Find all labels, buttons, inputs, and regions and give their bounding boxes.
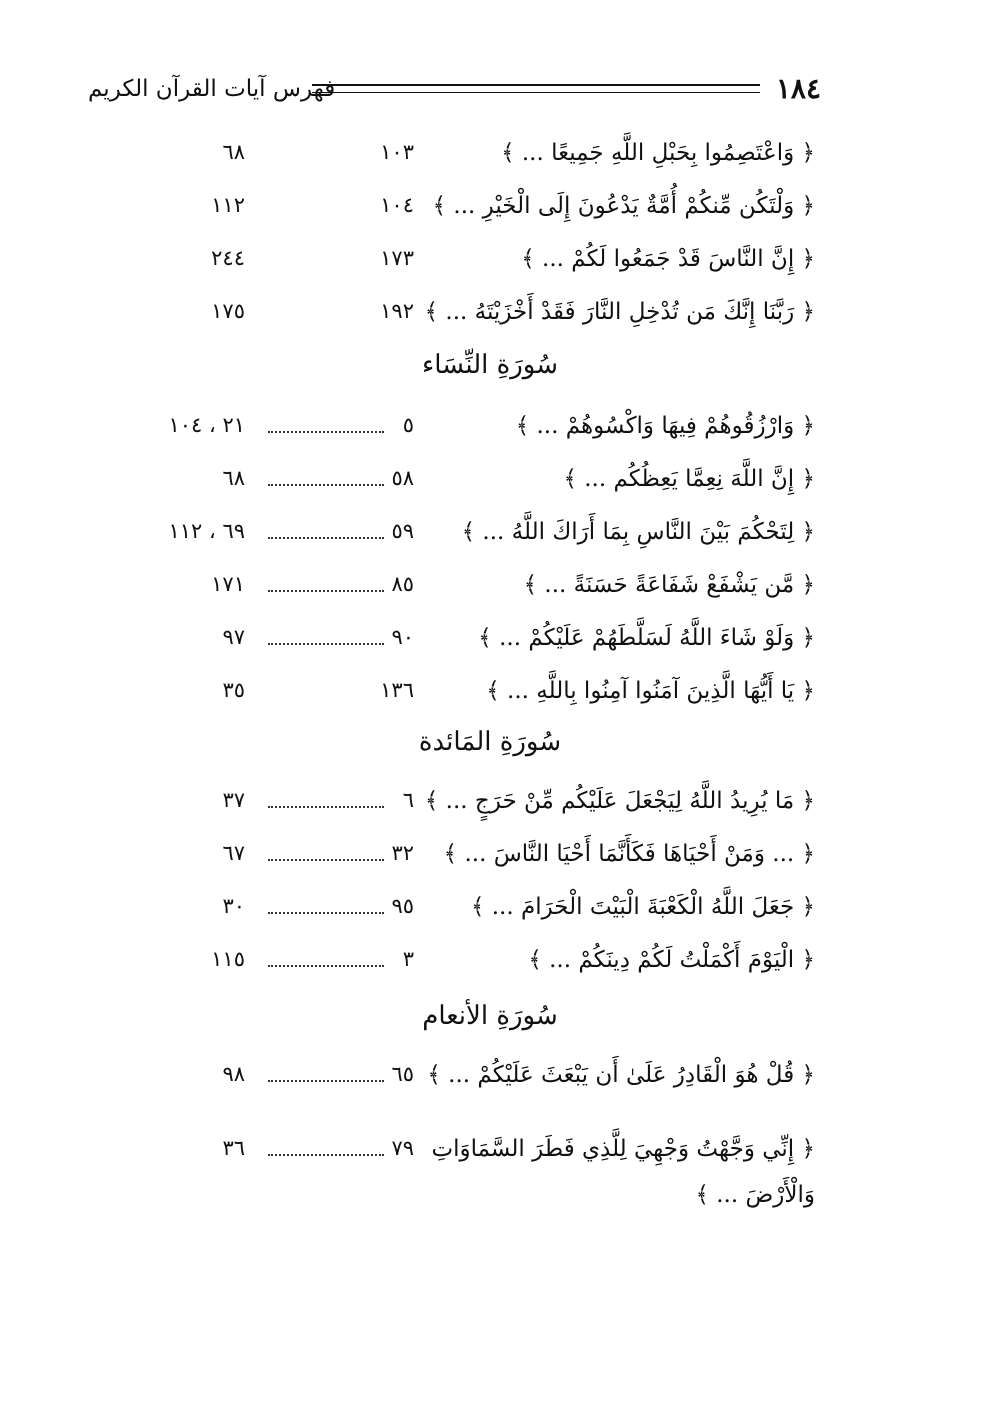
ayah-number: ٣٢ (391, 841, 414, 865)
verse-text-continuation: وَالْأَرْضَ ... ﴾ (695, 1182, 815, 1208)
ayah-number: ٩٥ (391, 894, 414, 918)
verse-text: ﴿ رَبَّنَا إِنَّكَ مَن تُدْخِلِ النَّارَ فَقَدْ أَخْزَيْتَهُ ... ﴾ (424, 299, 815, 325)
index-row (0, 1136, 985, 1208)
page-header (88, 70, 823, 110)
dotted-leader (268, 798, 384, 808)
verse-text: ﴿ إِنَّ النَّاسَ قَدْ جَمَعُوا لَكُمْ ... ﴾ (521, 246, 815, 272)
surah-heading: سُورَةِ الأنعام (422, 1001, 558, 1031)
dotted-leader (268, 529, 384, 539)
ayah-number: ١٧٣ (380, 246, 414, 270)
running-title: فهرس آيات القرآن الكريم (88, 76, 336, 102)
page-reference: ٣٦ (222, 1136, 245, 1160)
index-row (0, 678, 985, 722)
dotted-leader (268, 904, 384, 914)
verse-text: ﴿ جَعَلَ اللَّهُ الْكَعْبَةَ الْبَيْتَ الْحَرَامَ ... ﴾ (470, 894, 815, 920)
page-reference: ٣٥ (222, 678, 245, 702)
index-row (0, 788, 985, 832)
page-reference: ٢١ ، ١٠٤ (168, 413, 245, 437)
verse-text: ﴿ الْيَوْمَ أَكْمَلْتُ لَكُمْ دِينَكُمْ ... ﴾ (528, 947, 815, 973)
dotted-leader (268, 957, 384, 967)
header-double-rule (312, 84, 760, 93)
ayah-number: ١٠٤ (380, 193, 414, 217)
page-reference: ٦٩ ، ١١٢ (168, 519, 245, 543)
page-reference: ٩٨ (222, 1062, 245, 1086)
verse-text: ﴿ وَلَوْ شَاءَ اللَّهُ لَسَلَّطَهُمْ عَلَيْكُمْ ... ﴾ (478, 625, 815, 651)
index-row (0, 894, 985, 938)
page-reference: ٦٧ (222, 841, 245, 865)
index-row (0, 246, 985, 290)
verse-text: ﴿ مَا يُرِيدُ اللَّهُ لِيَجْعَلَ عَلَيْكُم مِّنْ حَرَجٍ ... ﴾ (424, 788, 815, 814)
ayah-number: ١٠٣ (380, 140, 414, 164)
verse-text: ﴿ وَاعْتَصِمُوا بِحَبْلِ اللَّهِ جَمِيعًا ... ﴾ (501, 140, 815, 166)
ayah-number: ٨٥ (391, 572, 414, 596)
index-row (0, 299, 985, 343)
page-number: ١٨٤ (775, 72, 821, 105)
ayah-number: ١٩٢ (380, 299, 414, 323)
page-reference: ٦٨ (222, 466, 245, 490)
index-row (0, 572, 985, 616)
ayah-number: ٥ (402, 413, 414, 437)
ayah-number: ٣ (402, 947, 414, 971)
index-row (0, 1062, 985, 1106)
verse-text: ﴿ وَلْتَكُن مِّنكُمْ أُمَّةٌ يَدْعُونَ إِلَى الْخَيْرِ ... ﴾ (432, 193, 815, 219)
index-row (0, 519, 985, 563)
page-reference: ٦٨ (222, 140, 245, 164)
ayah-number: ٥٨ (391, 466, 414, 490)
ayah-number: ٦٥ (391, 1062, 414, 1086)
page-reference: ١٧٥ (211, 299, 245, 323)
surah-heading: سُورَةِ النِّسَاء (422, 350, 558, 380)
page-reference: ٢٤٤ (211, 246, 245, 270)
dotted-leader (268, 1146, 384, 1156)
ayah-number: ٦ (402, 788, 414, 812)
verse-text: ﴿ لِتَحْكُمَ بَيْنَ النَّاسِ بِمَا أَرَاكَ اللَّهُ ... ﴾ (461, 519, 815, 545)
index-row (0, 413, 985, 457)
page-reference: ١١٢ (211, 193, 245, 217)
index-row (0, 466, 985, 510)
dotted-leader (268, 476, 384, 486)
ayah-number: ٥٩ (391, 519, 414, 543)
page-reference: ١٧١ (211, 572, 245, 596)
verse-text: ﴿ مَّن يَشْفَعْ شَفَاعَةً حَسَنَةً ... ﴾ (523, 572, 815, 598)
surah-heading: سُورَةِ المَائدة (418, 727, 562, 757)
index-row (0, 841, 985, 885)
verse-text: ﴿ وَارْزُقُوهُمْ فِيهَا وَاكْسُوهُمْ ... ﴾ (515, 413, 815, 439)
index-row (0, 947, 985, 991)
dotted-leader (268, 1072, 384, 1082)
index-row (0, 625, 985, 669)
verse-text: ﴿ قُلْ هُوَ الْقَادِرُ عَلَىٰ أَن يَبْعَثَ عَلَيْكُمْ ... ﴾ (427, 1062, 815, 1088)
dotted-leader (268, 423, 384, 433)
index-row (0, 193, 985, 237)
page-reference: ٣٠ (222, 894, 245, 918)
verse-text: ﴿ إِنِّي وَجَّهْتُ وَجْهِيَ لِلَّذِي فَطَرَ السَّمَاوَاتِ (431, 1136, 815, 1162)
page-reference: ١١٥ (211, 947, 245, 971)
ayah-number: ٧٩ (391, 1136, 414, 1160)
verse-text: ﴿ يَا أَيُّهَا الَّذِينَ آمَنُوا آمِنُوا بِاللَّهِ ... ﴾ (486, 678, 815, 704)
dotted-leader (268, 851, 384, 861)
index-row (0, 140, 985, 184)
dotted-leader (268, 582, 384, 592)
verse-text: ﴿ ... وَمَنْ أَحْيَاهَا فَكَأَنَّمَا أَحْيَا النَّاسَ ... ﴾ (443, 841, 815, 867)
page-reference: ٣٧ (222, 788, 245, 812)
ayah-number: ٩٠ (391, 625, 414, 649)
verse-text: ﴿ إِنَّ اللَّهَ نِعِمَّا يَعِظُكُم ... ﴾ (563, 466, 815, 492)
page-reference: ٩٧ (222, 625, 245, 649)
ayah-number: ١٣٦ (380, 678, 414, 702)
dotted-leader (268, 635, 384, 645)
